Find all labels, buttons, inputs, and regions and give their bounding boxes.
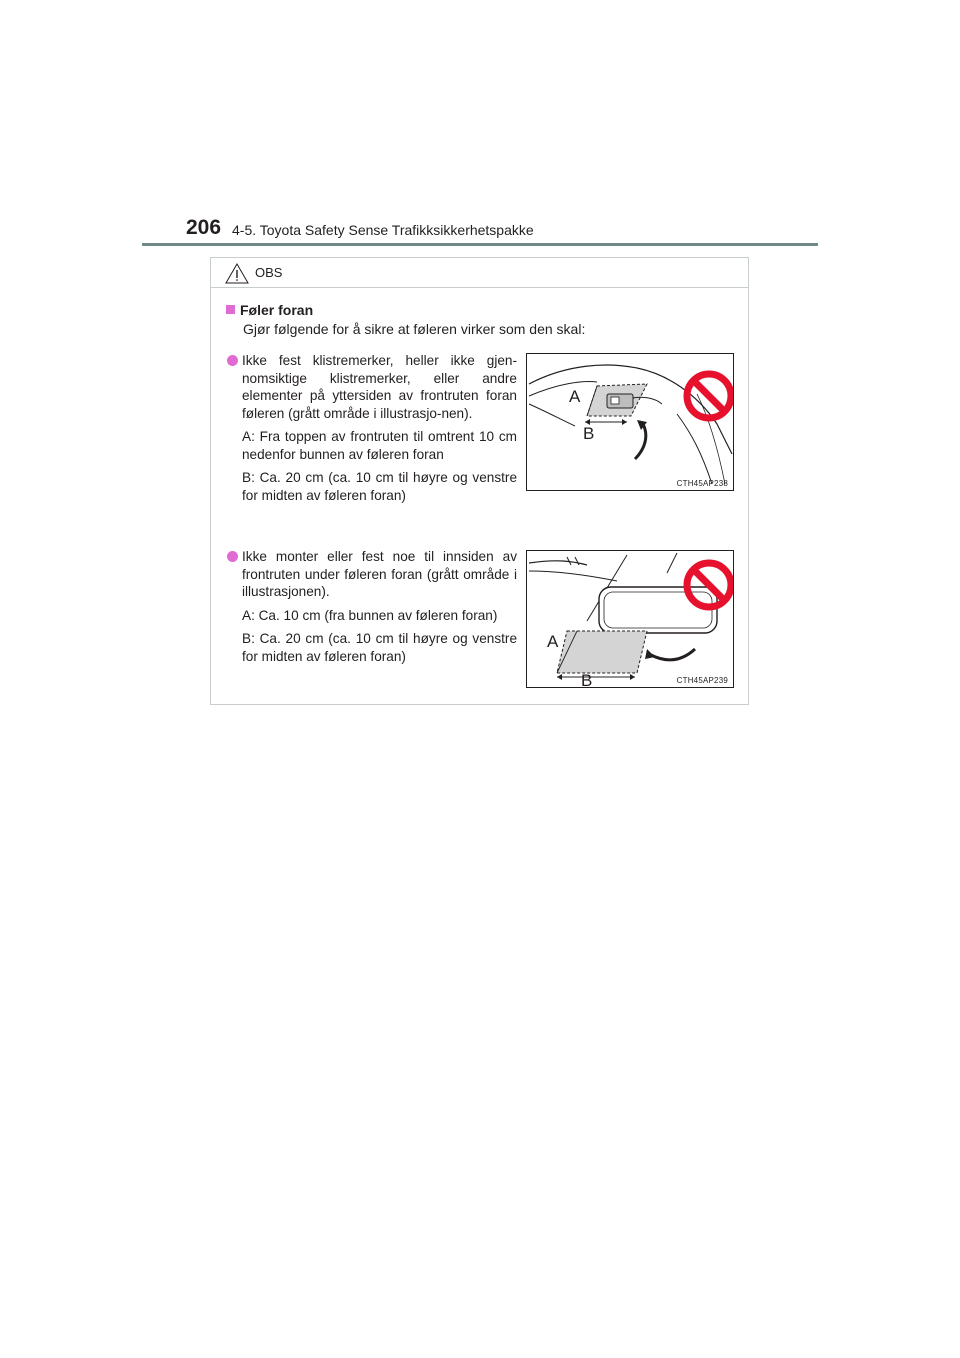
figure-label-a: A (569, 387, 581, 406)
obs-label: OBS (255, 265, 283, 280)
illustration-front-sensor-inside (526, 550, 734, 688)
subsection-title (226, 302, 313, 318)
header-rule (142, 243, 818, 246)
list-item (227, 548, 517, 665)
item-text: Ikke fest klistremerker, heller ikke gjen-nomsiktige klistremerker, eller andre elementer på yttersiden av frontruten foran føleren (grått område i illustrasjo-nen). (242, 353, 517, 421)
item-dimension-a: A: Ca. 10 cm (fra bunnen av føleren foran) (242, 607, 498, 623)
warning-triangle-icon (225, 263, 249, 284)
figure-label-a: A (547, 632, 559, 651)
square-bullet-icon (226, 305, 235, 314)
page-header (0, 0, 960, 250)
illustration-front-sensor-outside (526, 353, 734, 491)
obs-notice-box (210, 257, 749, 705)
section-title: 4-5. Toyota Safety Sense Trafikksikkerhetspakke (232, 222, 534, 238)
figure-code: CTH45AP238 (676, 479, 728, 488)
prohibited-icon (687, 374, 731, 418)
windshield-outside-drawing (527, 354, 733, 490)
item-dimension-b: B: Ca. 20 cm (ca. 10 cm til høyre og venstre for midten av føleren foran) (242, 470, 517, 503)
list-item (227, 352, 517, 504)
figure-code: CTH45AP239 (676, 676, 728, 685)
windshield-inside-drawing (527, 551, 733, 687)
item-text: Ikke monter eller fest noe til innsiden av frontruten under føleren foran (grått område i illustrasjonen). (242, 549, 517, 599)
figure-label-b: B (583, 424, 595, 443)
subsection-title-text: Føler foran (240, 302, 314, 318)
intro-text: Gjør følgende for å sikre at føleren virker som den skal: (243, 321, 586, 337)
page-number: 206 (186, 216, 222, 239)
figure-label-b: B (581, 671, 593, 687)
item-dimension-b: B: Ca. 20 cm (ca. 10 cm til høyre og venstre for midten av føleren foran) (242, 631, 517, 664)
item-dimension-a: A: Fra toppen av frontruten til omtrent 10 cm nedenfor bunnen av føleren foran (242, 429, 517, 462)
circle-bullet-icon (227, 355, 238, 366)
circle-bullet-icon (227, 551, 238, 562)
obs-header (211, 258, 748, 288)
